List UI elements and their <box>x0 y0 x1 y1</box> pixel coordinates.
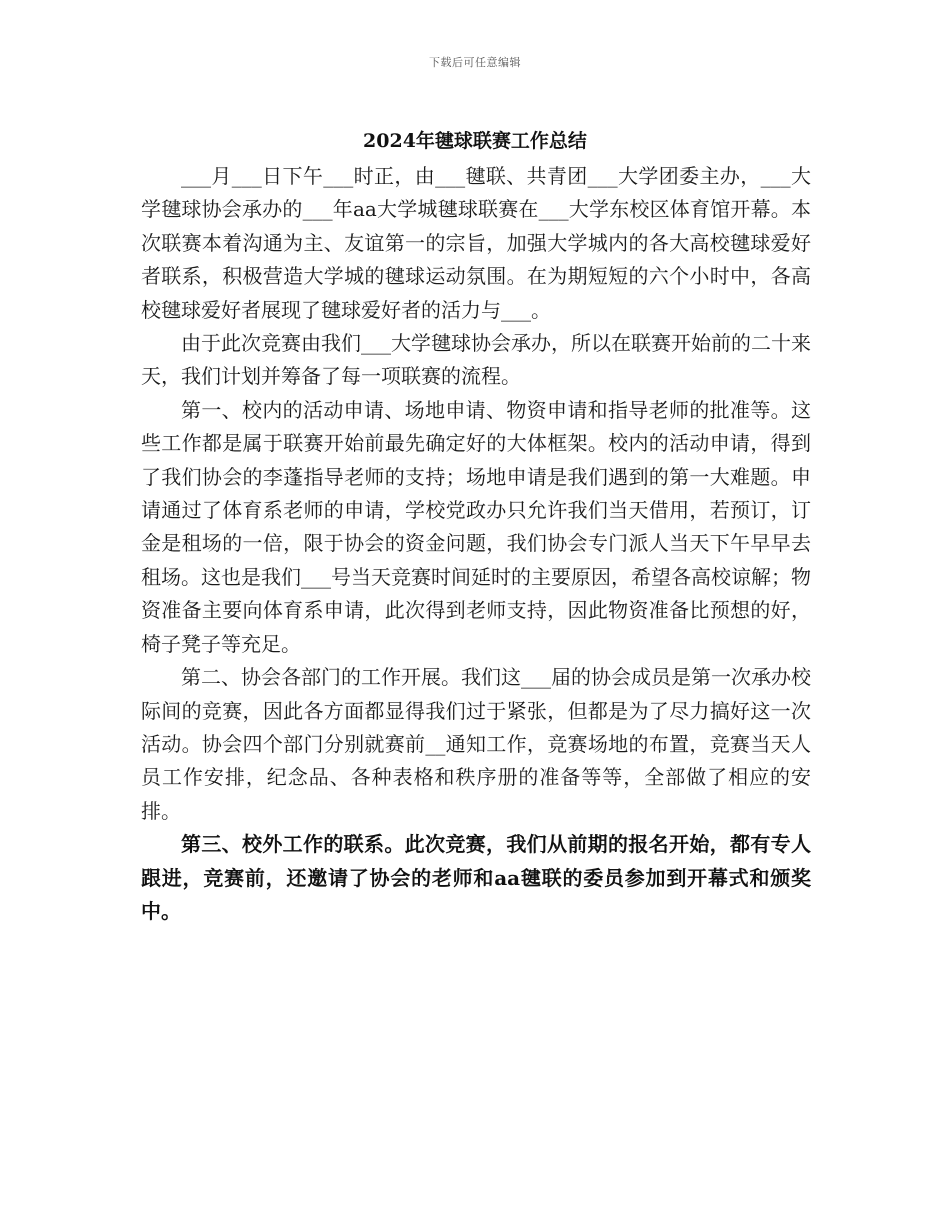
document-title: 2024年毽球联赛工作总结 <box>363 130 587 152</box>
header-note: 下载后可任意编辑 <box>429 56 521 69</box>
paragraph-preparation: 由于此次竞赛由我们___大学毽球协会承办，所以在联赛开始前的二十来天，我们计划并筹备了每一项联赛的流程。 <box>141 331 811 389</box>
document-body <box>141 160 811 928</box>
paragraph-first-point: 第一、校内的活动申请、场地申请、物资申请和指导老师的批准等。这些工作都是属于联赛开始前最先确定好的大体框架。校内的活动申请，得到了我们协会的李蓬指导老师的支持；场地申请是我们遇到的第一大难题。申请通过了体育系老师的申请，学校党政办只允许我们当天借用，若预订，订金是租场的一倍，限于协会的资金问题，我们协会专门派人当天下午早早去租场。这也是我们___号当天竞赛时间延时的主要原因，希望各高校谅解；物资准备主要向体育系申请，此次得到老师支持，因此物资准备比预想的好，椅子凳子等充足。 <box>141 397 811 656</box>
paragraph-second-point: 第二、协会各部门的工作开展。我们这___届的协会成员是第一次承办校际间的竞赛，因此各方面都显得我们过于紧张，但都是为了尽力搞好这一次活动。协会四个部门分别就赛前__通知工作，竞赛场地的布置，竞赛当天人员工作安排，纪念品、各种表格和秩序册的准备等等，全部做了相应的安排。 <box>141 665 811 823</box>
paragraph-third-point: 第三、校外工作的联系。此次竞赛，我们从前期的报名开始，都有专人跟进，竞赛前，还邀请了协会的老师和aa毽联的委员参加到开幕式和颁奖中。 <box>141 832 811 923</box>
paragraph-intro: ___月___日下午___时正，由___毽联、共青团___大学团委主办，___大学毽球协会承办的___年aa大学城毽球联赛在___大学东校区体育馆开幕。本次联赛本着沟通为主、友谊第一的宗旨，加强大学城内的各大高校毽球爱好者联系，积极营造大学城的毽球运动氛围。在为期短短的六个小时中，各高校毽球爱好者展现了毽球爱好者的活力与___。 <box>141 164 811 322</box>
